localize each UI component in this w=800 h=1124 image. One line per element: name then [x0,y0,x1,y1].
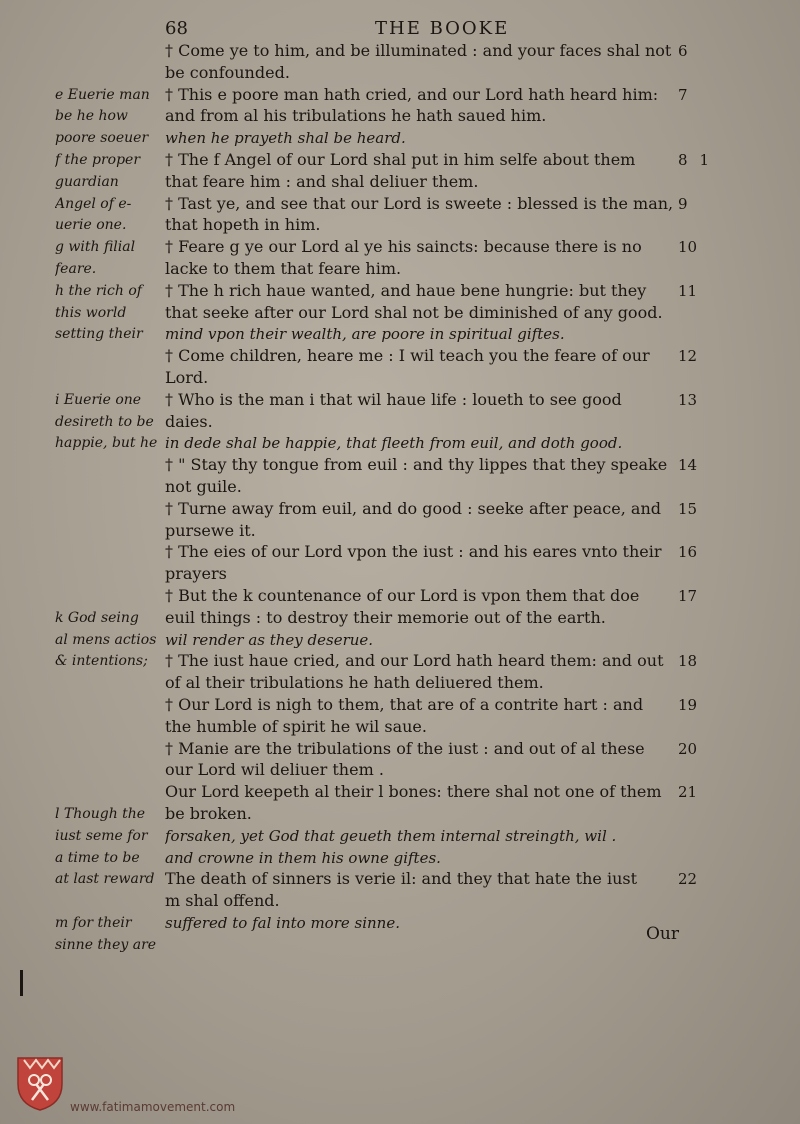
verse-number-label: 20 [678,739,698,758]
verse-number [678,149,718,171]
margin-note: poore soeuer [55,130,149,147]
text-line: † Manie are the tribulations of the iust : and out of al these [165,738,645,758]
margin-note: al mens actios [55,631,157,648]
margin-note: k God seing [55,609,139,626]
text-line: Lord. [165,368,209,387]
text-line: that seeke after our Lord shal not be diminished of any good. [165,302,663,322]
margin-note: happie, but he [55,435,158,452]
text-line: † The eies of our Lord vpon the iust : and his eares vnto their [165,542,662,562]
margin-note: feare. [55,261,97,277]
text-line: wil render as they deserue. [165,630,374,649]
verse-number-label: 8 [678,151,688,169]
verse-number [678,236,718,258]
verse-number-label: 22 [678,870,698,889]
verse-number [678,541,718,563]
text-line: of al their tribulations he hath deliuered them. [165,673,544,693]
margin-note: i Euerie one [55,391,142,408]
margin-note: this world [55,304,127,321]
text-line: the humble of spirit he wil saue. [165,716,427,736]
verse-number-label: 12 [678,347,698,366]
text-line: † Turne away from euil, and do good : seeke after peace, and [165,498,661,518]
verse-number-label: 14 [678,456,698,475]
text-line: forsaken, yet God that geueth them internal streingth, wil . [165,826,617,845]
margin-note: l Though the [55,806,146,822]
text-line: Our Lord keepeth al their l bones: there shal not one of them [165,782,662,802]
text-line: † This e poore man hath cried, and our Lord hath heard him: [165,84,659,104]
text-line: † The h rich haue wanted, and haue bene hungrie: but they [165,280,647,300]
verse-number [678,84,718,106]
text-line: prayers [165,564,227,584]
text-line: † " Stay thy tongue from euil : and thy lippes that they speake [165,455,668,475]
verse-number [678,868,718,890]
text-line: when he prayeth shal be heard. [165,129,406,148]
text-line: be broken. [165,804,252,823]
verse-number [678,498,718,520]
verse-number-label: 13 [678,390,698,409]
text-line: not guile. [165,477,242,496]
margin-note: Angel of e- [55,195,132,212]
verse-number [678,585,718,607]
text-line: suffered to fal into more sinne. [165,914,400,932]
verse-number [678,280,718,302]
margin-note: sinne they are [55,936,157,953]
page-number: 68 [165,18,188,39]
text-line: † Come children, heare me : I wil teach you the feare of our [165,346,650,366]
verse-number-label: 6 [678,42,688,60]
verse-number [678,781,718,803]
verse-number [678,738,718,760]
verse-number [678,694,718,716]
text-line: † Feare g ye our Lord al ye his saincts: because there is no [165,237,642,257]
site-url: www.fatimamovement.com [70,1100,236,1114]
verse-number-label: 7 [678,85,688,104]
text-line: and from al his tribulations he hath saued him. [165,106,547,126]
margin-note: h the rich of [55,282,142,299]
verse-number-label: 17 [678,587,698,605]
verse-number-label: 10 [678,238,698,257]
margin-note: & intentions; [55,653,148,670]
text-line: The death of sinners is verie il: and they that hate the iust [165,869,638,889]
margin-note: f the proper [55,152,141,168]
verse-number-label: 9 [678,194,688,213]
text-line: and crowne in them his owne giftes. [165,848,441,867]
text-line: lacke to them that feare him. [165,259,402,278]
margin-note: guardian [55,173,119,190]
text-line: that feare him : and shal deliuer them. [165,171,479,191]
text-line: our Lord wil deliuer them . [165,760,384,780]
margin-note: setting their [55,326,143,343]
text-line: † But the k countenance of our Lord is vpon them that doe [165,586,640,605]
text-line: m shal offend. [165,891,280,911]
text-line: be confounded. [165,62,290,82]
text-line: † Come ye to him, and be illuminated : and your faces shal not [165,41,672,60]
margin-note: at last reward [55,871,155,888]
text-line: † The f Angel of our Lord shal put in him selfe about them [165,150,636,169]
text-line: † Who is the man i that wil haue life : loueth to see good [165,389,622,409]
text-line: † Tast ye, and see that our Lord is sweete : blessed is the man, [165,193,674,213]
verse-number [678,40,718,62]
verse-mark: 1 [699,151,710,169]
verse-number-label: 15 [678,499,698,518]
text-line: † Our Lord is nigh to them, that are of a contrite hart : and [165,695,644,714]
verse-number [678,650,718,672]
margin-note: m for their [55,915,132,931]
verse-number-label: 19 [678,696,698,714]
text-line: in dede shal be happie, that fleeth from euil, and doth good. [165,434,623,453]
margin-note: desireth to be [55,413,154,430]
verse-number-label: 11 [678,281,698,300]
text-line: daies. [165,411,213,431]
catchword: Our [646,924,680,944]
margin-note: iust seme for [55,827,148,844]
margin-note: a time to be [55,849,140,866]
text-line: † The iust haue cried, and our Lord hath heard them: and out [165,651,664,671]
verse-number-label: 16 [678,543,698,562]
verse-number [678,389,718,411]
text-line: pursewe it. [165,520,256,540]
margin-note: g with filial [55,239,136,256]
text-line: that hopeth in him. [165,215,321,235]
verse-number-label: 18 [678,652,698,671]
margin-note: e Euerie man [55,86,150,103]
text-line: mind vpon their wealth, are poore in spiritual giftes. [165,325,565,344]
verse-number [678,345,718,367]
verse-number [678,193,718,215]
verse-number-label: 21 [678,783,698,802]
papal-keys-seal-icon [14,1054,66,1112]
margin-note: be he how [55,108,128,125]
margin-rule [20,970,23,996]
text-line: euil things : to destroy their memorie out of the earth. [165,607,606,627]
margin-note: uerie one. [55,217,127,234]
verse-number [678,454,718,476]
running-head: THE BOOKE [375,18,510,39]
